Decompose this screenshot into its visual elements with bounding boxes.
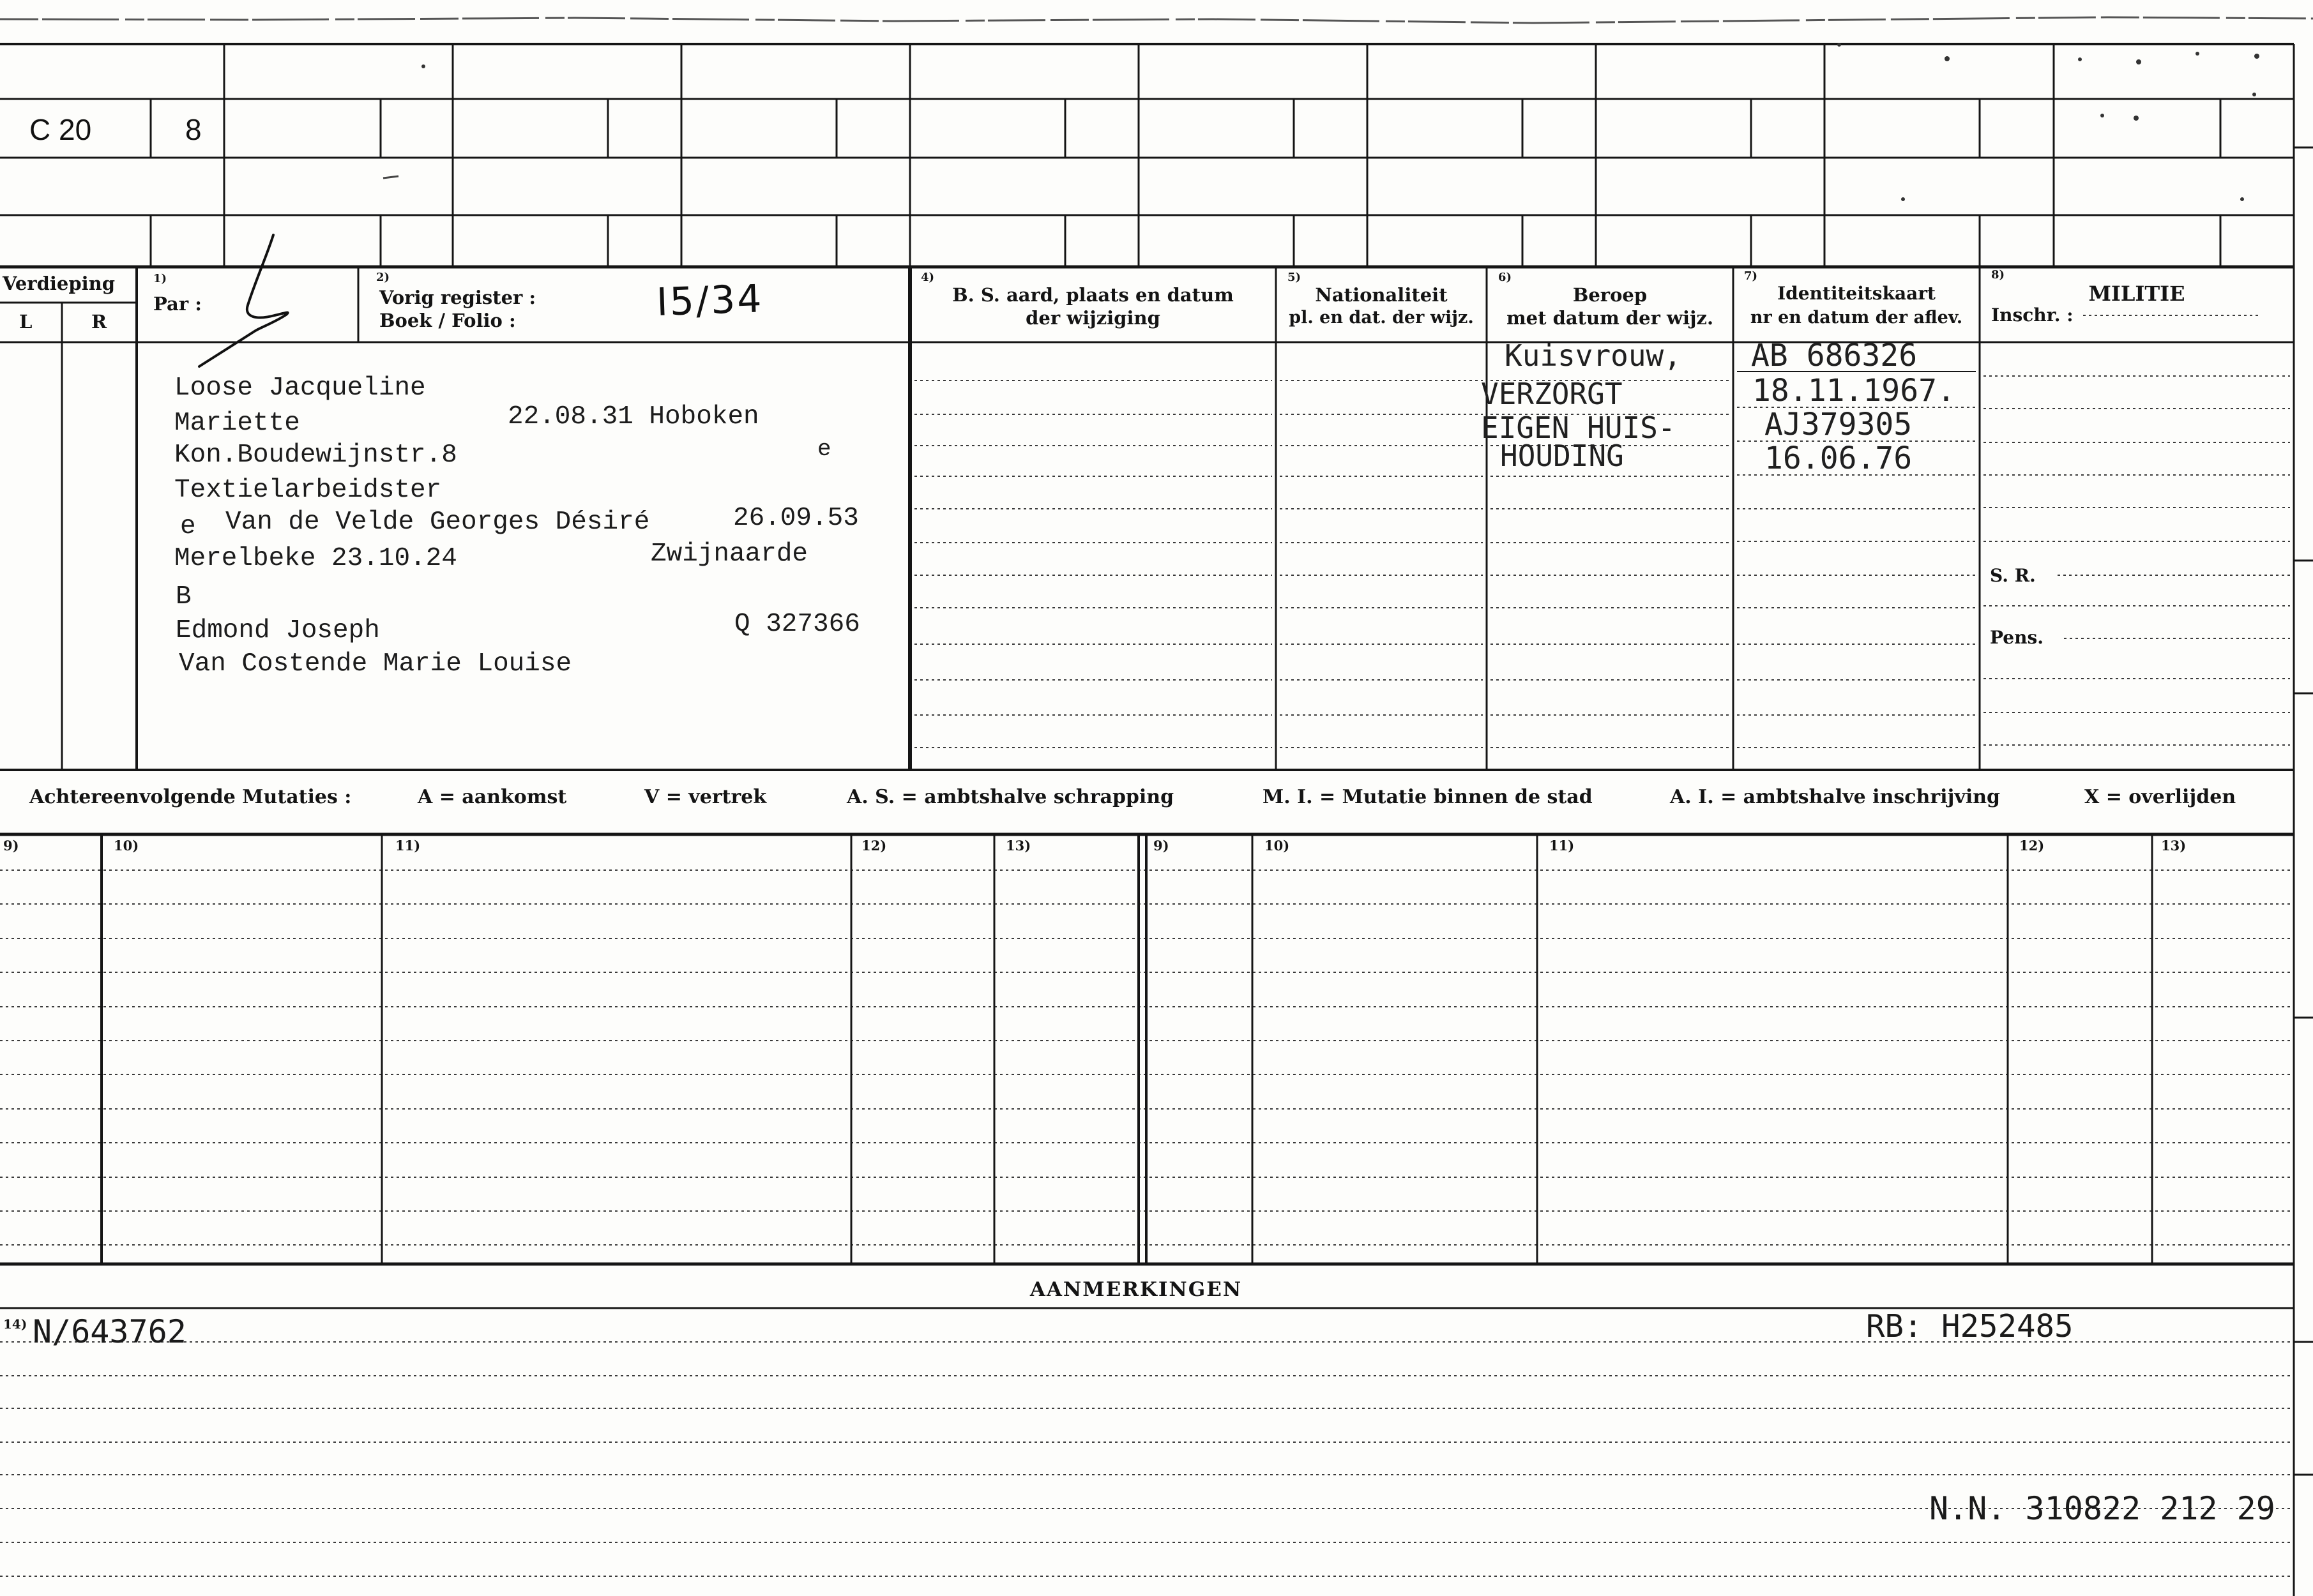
mutatie-column-number: 9) xyxy=(1153,838,1169,854)
card-top-edge xyxy=(0,17,2313,23)
person-mother: Van Costende Marie Louise xyxy=(179,649,572,679)
person-marriage-date: 26.09.53 xyxy=(733,504,859,533)
ink-speck xyxy=(421,64,425,68)
vorig-register-value: I5/34 xyxy=(655,276,764,325)
ink-speck xyxy=(2100,114,2104,117)
aanmerkingen-nn: N.N. 310822 212 29 xyxy=(1929,1490,2275,1527)
card-number: 8 xyxy=(185,113,202,146)
verdieping-label: Verdieping xyxy=(3,273,115,294)
beroep-entry: HOUDING xyxy=(1500,439,1624,473)
mutatie-column-number: 11) xyxy=(1549,838,1575,854)
legend-overlijden: X = overlijden xyxy=(2084,786,2236,808)
ink-dash xyxy=(383,176,398,178)
militie-pens-label: Pens. xyxy=(1990,627,2044,648)
person-marriage-place: Zwijnaarde xyxy=(651,539,808,569)
legend-vertrek: V = vertrek xyxy=(644,786,767,808)
bs-number: 4) xyxy=(921,271,935,284)
aanmerkingen-rb: RB: H252485 xyxy=(1866,1308,2074,1344)
militie-label: MILITIE xyxy=(2088,282,2185,306)
person-address: Kon.Boudewijnstr.8 xyxy=(174,440,457,470)
boek-folio-label: Boek / Folio : xyxy=(379,310,516,331)
ink-speck xyxy=(1837,43,1841,47)
bs-label-line1: B. S. aard, plaats en datum xyxy=(952,284,1234,306)
ink-speck xyxy=(2195,52,2199,56)
beroep-entry: VERZORGT xyxy=(1481,377,1623,411)
person-birth: 22.08.31 Hoboken xyxy=(508,402,759,432)
ink-speck xyxy=(2252,93,2256,96)
ink-speck xyxy=(2134,116,2139,121)
person-father: Edmond Joseph xyxy=(176,616,380,645)
par-label: Par : xyxy=(153,293,202,315)
mutatie-column-number: 10) xyxy=(1264,838,1290,854)
aanmerkingen-entry: N/643762 xyxy=(33,1313,186,1350)
bs-label-line2: der wijziging xyxy=(1026,307,1160,329)
nationaliteit-number: 5) xyxy=(1287,271,1301,284)
signature-scrawl xyxy=(199,235,288,366)
identiteitskaart-entry: 16.06.76 xyxy=(1764,440,1913,476)
person-address-mark: e xyxy=(817,436,831,462)
aanmerkingen-title: AANMERKINGEN xyxy=(1029,1278,1243,1301)
militie-inschr-label: Inschr. : xyxy=(1991,305,2074,326)
identiteitskaart-entry: 18.11.1967. xyxy=(1752,373,1955,409)
militie-sr-label: S. R. xyxy=(1990,565,2036,586)
legend-mutatie-binnen-stad: M. I. = Mutatie binnen de stad xyxy=(1263,786,1593,808)
mutaties-title: Achtereenvolgende Mutaties : xyxy=(29,786,352,808)
mutatie-column-number: 10) xyxy=(114,838,139,854)
identiteitskaart-label-line2: nr en datum der aflev. xyxy=(1750,308,1963,327)
militie-number: 8) xyxy=(1991,268,2005,282)
person-reference: Q 327366 xyxy=(734,610,860,639)
beroep-label-line1: Beroep xyxy=(1572,284,1648,306)
mutatie-column-number: 12) xyxy=(861,838,887,854)
ink-speck xyxy=(2240,197,2244,201)
beroep-entry: EIGEN HUIS- xyxy=(1481,410,1676,445)
legend-ambtshalve-inschrijving: A. I. = ambtshalve inschrijving xyxy=(1670,786,2001,808)
beroep-entry: Kuisvrouw, xyxy=(1505,338,1681,373)
vorig-register-number: 2) xyxy=(376,271,390,284)
aanmerkingen-number: 14) xyxy=(3,1316,27,1332)
person-second-name: Mariette xyxy=(174,409,300,438)
nationaliteit-label-line1: Nationaliteit xyxy=(1315,284,1448,306)
beroep-number: 6) xyxy=(1498,271,1512,284)
mutatie-column-number: 9) xyxy=(3,838,19,854)
person-occupation: Textielarbeidster xyxy=(174,476,442,505)
ink-speck xyxy=(2078,57,2082,61)
ink-speck xyxy=(1901,197,1905,201)
par-number: 1) xyxy=(153,272,167,285)
person-spouse: Van de Velde Georges Désiré xyxy=(225,508,650,537)
beroep-label-line2: met datum der wijz. xyxy=(1506,307,1714,329)
nationaliteit-label-line2: pl. en dat. der wijz. xyxy=(1289,308,1474,327)
mutatie-column-number: 13) xyxy=(2161,838,2187,854)
card-code: C 20 xyxy=(29,113,92,146)
legend-ambtshalve-schrapping: A. S. = ambtshalve schrapping xyxy=(847,786,1174,808)
verdieping-left-label: L xyxy=(19,311,33,333)
identiteitskaart-entry: AB 686326 xyxy=(1751,338,1918,373)
person-letter: B xyxy=(176,582,192,612)
identiteitskaart-label-line1: Identiteitskaart xyxy=(1777,283,1936,304)
person-spouse-birth: Merelbeke 23.10.24 xyxy=(174,544,457,573)
person-name: Loose Jacqueline xyxy=(174,373,426,403)
mutatie-column-number: 12) xyxy=(2019,838,2045,854)
vorig-register-label: Vorig register : xyxy=(379,287,536,308)
ink-speck xyxy=(2254,54,2259,59)
person-spouse-mark: e xyxy=(180,512,196,541)
verdieping-right-label: R xyxy=(91,311,107,333)
mutatie-column-number: 11) xyxy=(395,838,421,854)
ink-speck xyxy=(1945,56,1950,61)
identiteitskaart-entry: AJ379305 xyxy=(1764,407,1913,442)
identiteitskaart-number: 7) xyxy=(1744,269,1758,283)
legend-aankomst: A = aankomst xyxy=(418,786,567,808)
mutatie-column-number: 13) xyxy=(1006,838,1031,854)
ink-speck xyxy=(2136,59,2141,64)
